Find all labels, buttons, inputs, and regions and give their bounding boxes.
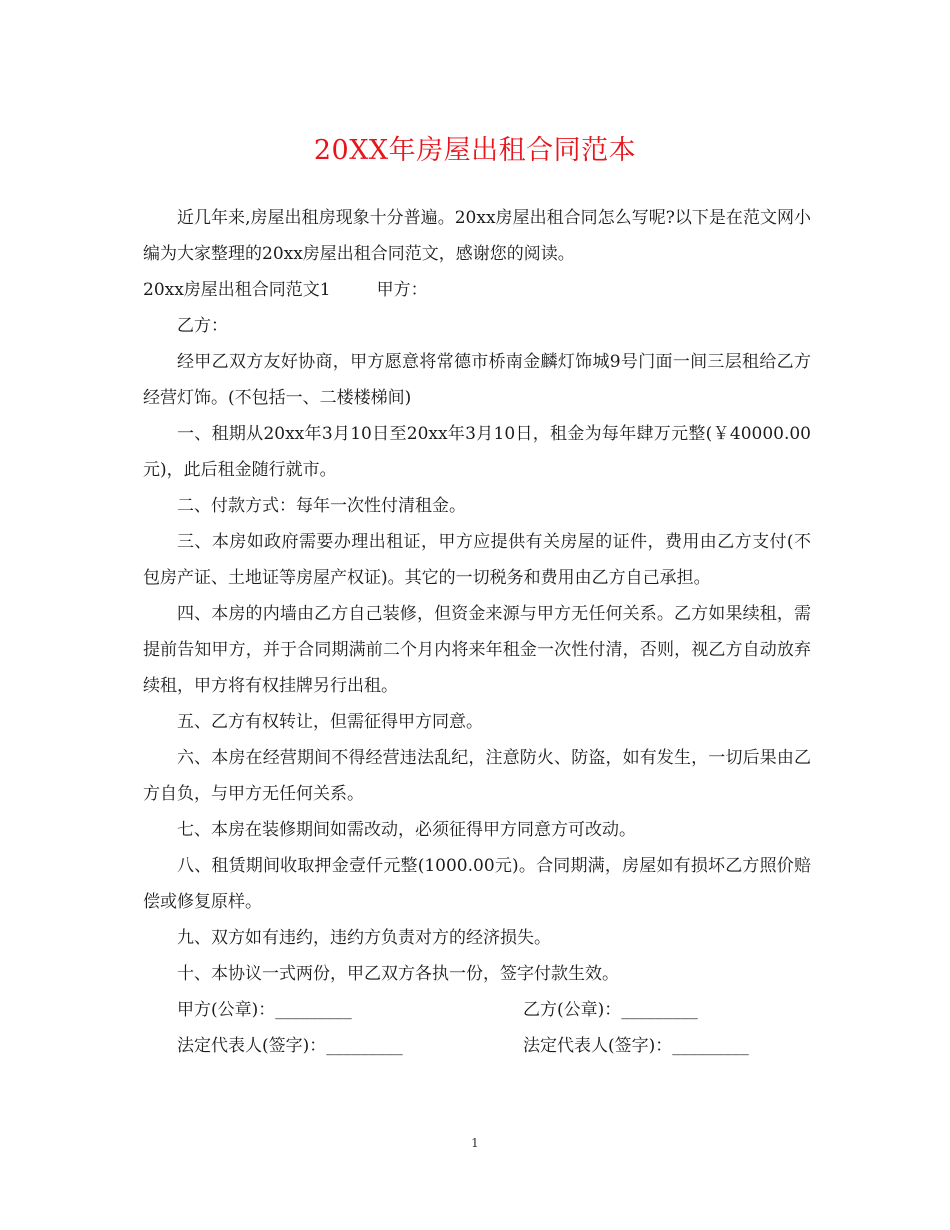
clause-preamble: 经甲乙双方友好协商，甲方愿意将常德市桥南金麟灯饰城9号门面一间三层租给乙方经营灯饰。(不包括一、二楼楼梯间) bbox=[143, 352, 811, 408]
party-b-seal-line: 乙方(公章)：_________ bbox=[523, 1000, 698, 1020]
intro-paragraph: 近几年来,房屋出租房现象十分普遍。20xx房屋出租合同怎么写呢?以下是在范文网小编为大家整理的20xx房屋出租合同范文，感谢您的阅读。 bbox=[143, 208, 811, 264]
section-heading-line bbox=[143, 272, 811, 308]
clause-1: 一、租期从20xx年3月10日至20xx年3月10日，租金为每年肆万元整(￥40000.00元)，此后租金随行就市。 bbox=[143, 424, 811, 480]
party-b-label: 乙方： bbox=[177, 316, 228, 336]
document-body bbox=[143, 200, 811, 1064]
document-title: 20XX年房屋出租合同范本 bbox=[313, 135, 637, 166]
seal-signature-row bbox=[143, 992, 811, 1028]
representative-signature-row bbox=[143, 1028, 811, 1064]
section-label: 20xx房屋出租合同范文1 bbox=[143, 280, 331, 300]
clause-2: 二、付款方式：每年一次性付清租金。 bbox=[177, 496, 466, 516]
party-a-seal-line: 甲方(公章)：_________ bbox=[177, 1000, 352, 1020]
clause-10: 十、本协议一式两份，甲乙双方各执一份，签字付款生效。 bbox=[177, 964, 619, 984]
party-a-representative-line: 法定代表人(签字)：_________ bbox=[177, 1036, 403, 1056]
clause-3: 三、本房如政府需要办理出租证，甲方应提供有关房屋的证件，费用由乙方支付(不包房产证、土地证等房屋产权证)。其它的一切税务和费用由乙方自己承担。 bbox=[143, 532, 811, 588]
clause-4: 四、本房的内墙由乙方自己装修，但资金来源与甲方无任何关系。乙方如果续租，需提前告知甲方，并于合同期满前二个月内将来年租金一次性付清，否则，视乙方自动放弃续租，甲方将有权挂牌另行出租。 bbox=[143, 604, 811, 696]
clause-6: 六、本房在经营期间不得经营违法乱纪，注意防火、防盗，如有发生，一切后果由乙方自负，与甲方无任何关系。 bbox=[143, 748, 811, 804]
clause-9: 九、双方如有违约，违约方负责对方的经济损失。 bbox=[177, 928, 551, 948]
clause-8: 八、租赁期间收取押金壹仟元整(1000.00元)。合同期满，房屋如有损坏乙方照价赔偿或修复原样。 bbox=[143, 856, 811, 912]
page-number: 1 bbox=[471, 1136, 479, 1150]
party-a-label: 甲方： bbox=[376, 280, 428, 300]
party-b-representative-line: 法定代表人(签字)：_________ bbox=[523, 1036, 749, 1056]
clause-5: 五、乙方有权转让，但需征得甲方同意。 bbox=[177, 712, 483, 732]
clause-7: 七、本房在装修期间如需改动，必须征得甲方同意方可改动。 bbox=[177, 820, 636, 840]
